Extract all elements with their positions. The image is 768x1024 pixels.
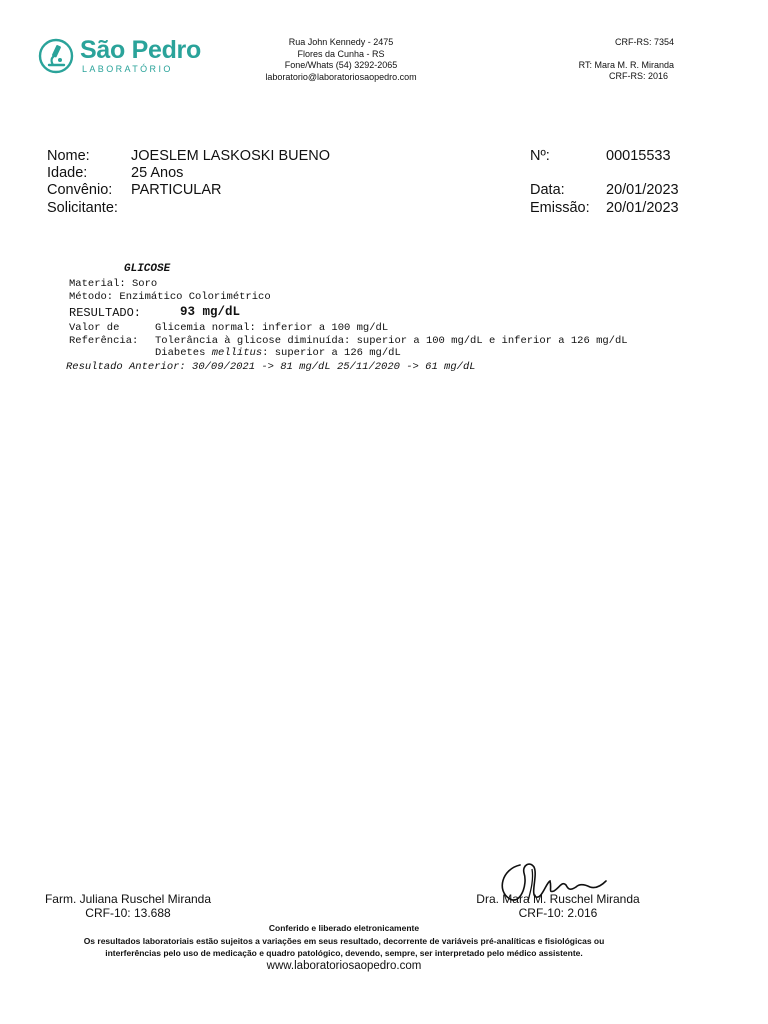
issue-label: Emissão:	[530, 200, 590, 216]
exam-method: Método: Enzimático Colorimétrico	[69, 291, 271, 303]
rt-name: RT: Mara M. R. Miranda	[578, 60, 674, 70]
signature-right	[460, 892, 656, 920]
address-phone: Fone/Whats (54) 3292-2065	[284, 60, 398, 70]
signature-left	[30, 892, 226, 920]
released-note: Conferido e liberado eletronicamente	[268, 923, 420, 933]
rt-crf: CRF-RS: 2016	[608, 71, 668, 81]
patient-plan: PARTICULAR	[131, 182, 222, 198]
right-signer-name: Dra. Mara M. Ruschel Miranda	[476, 892, 640, 906]
result-value: 93 mg/dL	[180, 305, 241, 319]
address-street: Rua John Kennedy - 2475	[288, 37, 394, 47]
age-label: Idade:	[47, 165, 88, 181]
left-signer-name: Farm. Juliana Ruschel Miranda	[44, 892, 212, 906]
ref-label-1: Valor de	[69, 322, 120, 334]
address-email: laboratorio@laboratoriosaopedro.com	[265, 71, 417, 82]
lab-address	[230, 37, 452, 83]
issue-date: 20/01/2023	[606, 200, 679, 216]
microscope-logo-icon	[38, 38, 74, 74]
exam-date: 20/01/2023	[606, 182, 679, 198]
left-signer-crf: CRF-10: 13.688	[85, 906, 171, 920]
logo-name: São Pedro	[80, 36, 201, 64]
footer-url: www.laboratoriosaopedro.com	[266, 960, 422, 972]
ref-diabetes-mellitus: mellitus	[211, 347, 263, 359]
logo-subtitle: LABORATÓRIO	[82, 64, 173, 74]
right-signer-crf: CRF-10: 2.016	[518, 906, 598, 920]
patient-name: JOESLEM LASKOSKI BUENO	[131, 148, 331, 164]
exam-number: 00015533	[606, 148, 671, 164]
name-label: Nome:	[47, 148, 90, 164]
ref-diabetes-c: : superior a 126 mg/dL	[262, 347, 401, 359]
disclaimer-line-2: interferências pelo uso de medicação e quadro patológico, devendo, sempre, ser interpretado pelo médico assistente.	[105, 948, 583, 958]
ref-diabetes-a: Diabetes	[155, 347, 212, 359]
number-label: Nº:	[530, 148, 550, 164]
ref-line-normal: Glicemia normal: inferior a 100 mg/dL	[155, 322, 389, 334]
exam-material: Material: Soro	[69, 278, 158, 290]
result-label: RESULTADO:	[69, 306, 142, 320]
lab-crf: CRF-RS: 7354	[614, 37, 674, 47]
date-label: Data:	[530, 182, 565, 198]
ref-line-tolerance: Tolerância à glicose diminuída: superior a 100 mg/dL e inferior a 126 mg/dL	[155, 335, 628, 347]
address-city: Flores da Cunha - RS	[297, 48, 385, 59]
previous-results: Resultado Anterior: 30/09/2021 -> 81 mg/dL 25/11/2020 -> 61 mg/dL	[66, 361, 476, 373]
lab-logo	[38, 38, 201, 74]
ref-line-diabetes	[155, 347, 401, 360]
disclaimer-line-1: Os resultados laboratoriais estão sujeitos a variações em seus resultado, decorrente de variáveis pré-analíticas e fisiológicas ou	[83, 936, 605, 946]
requester-label: Solicitante:	[47, 200, 118, 216]
exam-title: GLICOSE	[124, 263, 171, 275]
ref-label-2: Referência:	[69, 335, 139, 347]
patient-age: 25 Anos	[131, 165, 184, 181]
plan-label: Convênio:	[47, 182, 113, 198]
